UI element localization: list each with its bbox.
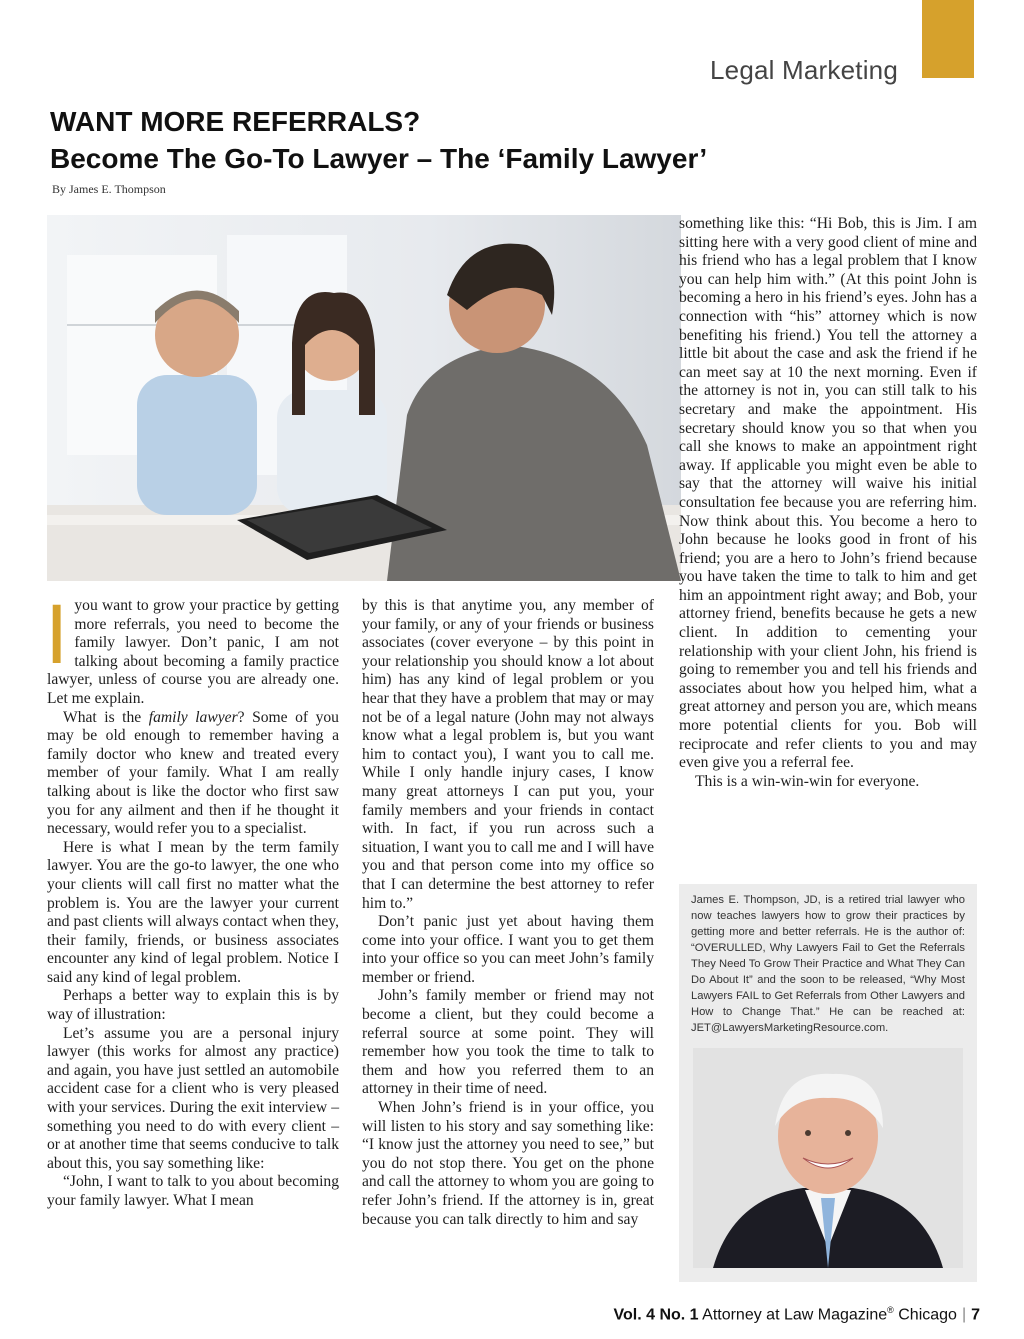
page-footer [614, 1305, 980, 1324]
paragraph: something like this: “Hi Bob, this is Jim. I am sitting here with a very good client of mine and his friend who has a legal problem that I know you can help him with.” (At this point John is becoming a hero in his friend’s eyes. John has a connection with “his” attorney which is now benefiting his friend.) You tell the attorney a little bit about the case and ask the friend if he can meet say at 10 the next morning. Even if the attorney is not in, you can still talk to his secretary and make the appointment. His secretary should know you so that when you call she knows to make an appointment right away. If applicable you might even be able to say that the attorney will waive his initial consultation fee because you are referring him. Now think about this. You become a hero to John because he looks good in front of his friend; you are a hero to John’s friend because you have taken the time to talk to him and get him an appointment right away; and Bob, your attorney friend, benefits because he gets a new client. In addition to cementing your relationship with your client John, his friend is going to remember you and tell his friends and associates about how you helped him, what a great attorney and person you are, which means more potential clients for you. Bob will reciprocate and refer clients to you and may even give you a referral fee. [679, 215, 977, 772]
magazine-name: Attorney at Law Magazine [702, 1306, 888, 1324]
article-column-3 [679, 215, 977, 791]
author-bio-text: James E. Thompson, JD, is a retired trial lawyer who now teaches lawyers how to grow their practices by getting more and better referrals. He is the author of: “OVERULLED, Why Lawyers Fail to Get the Referrals They Need To Grow Their Practice and What They Can Do About It” and the soon to be released, “Why Most Lawyers FAIL to Get Referrals from Other Lawyers and How to Change That.” He can be reached at: JET@LawyersMarketingResource.com. [691, 894, 965, 1034]
author-headshot [693, 1048, 963, 1268]
paragraph-text: What is the [63, 708, 149, 726]
page-number: 7 [971, 1306, 980, 1324]
issue-number: Vol. 4 No. 1 [613, 1306, 699, 1324]
paragraph: John’s family member or friend may not become a client, but they could become a referral source at some point. They will remember how you took the time to talk to them and how you referred them to an attorney in their time of need. [362, 987, 654, 1098]
article-photo [47, 215, 681, 581]
paragraph [45, 587, 339, 709]
paragraph: This is a win-win-win for everyone. [695, 772, 920, 790]
article-column-1 [45, 587, 339, 1211]
paragraph: When John’s friend is in your office, you will listen to his story and say something like: “I know just the attorney you need to see,” but you do not stop there. You get on the phone and call the attorney to whom you are going to refer John’s friend. If the attorney is in, great because you can talk directly to him and say [362, 1099, 654, 1228]
byline: By James E. Thompson [52, 182, 166, 196]
footer-separator: | [961, 1306, 967, 1324]
emphasis-text: family lawyer [148, 708, 238, 726]
headline-secondary: Become The Go-To Lawyer – The ‘Family Lawyer’ [50, 143, 708, 174]
section-accent-tab [922, 0, 974, 78]
paragraph-text: ? Some of you may be old enough to remember having a family doctor who knew and treated every member of your family. What I am really talking about is like the doctor who first saw you for any ailment and then if he thought it necessary, would refer you to a specialist. [47, 708, 339, 838]
author-bio-box [679, 884, 977, 1282]
section-title: Legal Marketing [710, 55, 898, 85]
headline-primary: WANT MORE REFERRALS? [50, 106, 421, 137]
paragraph: Here is what I mean by the term family lawyer. You are the go-to lawyer, the one who your clients will call first no matter what the problem is. You are the lawyer your current and past clients will always contact when they, their family, friends, or business associates encounter any kind of legal problem. Notice I said any kind of legal problem. [47, 838, 339, 986]
paragraph: “John, I want to talk to you about becoming your family lawyer. What I mean [47, 1173, 339, 1209]
paragraph: by this is that anytime you, any member of your family, or any of your friends or business associates (cover everyone – by this point in your relationship you should know a lot about him) has any kind of legal problem or you hear that they have a problem that may or may not be of a legal nature (John may not always know what a legal problem is, but you want him to contact you), I want you to call me. While I only handle injury cases, I know many great attorneys I can put you, your family members and your friends in contact with. In fact, if you run across such a situation, I want you to call me and I will have you and that person come into my office so that I can determine the best attorney to refer him to.” [362, 597, 654, 912]
drop-cap: I [45, 587, 69, 681]
article-column-2 [362, 597, 654, 1229]
magazine-city: Chicago [898, 1306, 957, 1324]
paragraph: Don’t panic just yet about having them come into your office. I want you to get them into your office so you can meet John’s family member or friend. [362, 913, 654, 986]
paragraph [47, 709, 339, 839]
paragraph: Perhaps a better way to explain this is by way of illustration: [47, 987, 339, 1024]
paragraph: Let’s assume you are a personal injury lawyer (this works for almost any practice) and again, you have just settled an automobile accident case for a client who is very pleased with your services. During the exit interview – something you need to do with every client – or at another time that seems conducive to talk about this, you say something like: [47, 1024, 339, 1172]
paragraph-text: you want to grow your practice by getting more referrals, you need to become the family lawyer. Don’t panic, I am not talking about becoming a family practice lawyer, unless of course you are already one. Let me explain. [47, 597, 339, 707]
registered-mark: ® [887, 1305, 894, 1315]
